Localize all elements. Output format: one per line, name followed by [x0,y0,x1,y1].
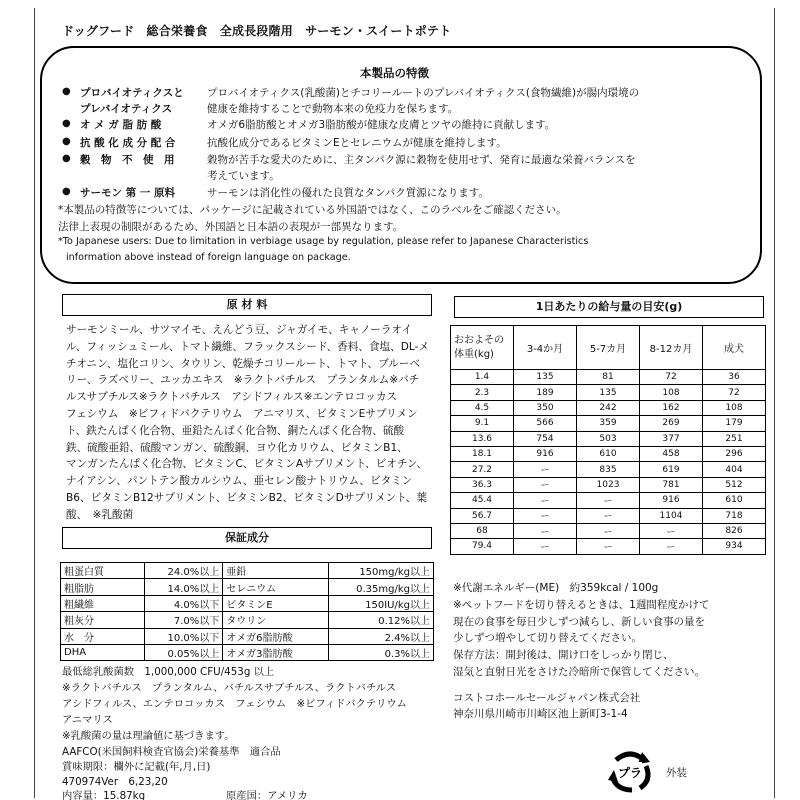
nutrient-value-cell: 7.0%以下 [145,612,223,628]
footer-line: ※ラクトバチルス プランタルム、バチルスサブチルス、ラクトバチルス [62,682,397,694]
feeding-weight-cell: 27.2 [451,462,514,477]
nutrient-value-cell: 0.35mg/kg以上 [328,579,433,595]
ingredients-line: ト、鉄たんぱく化合物、亜鉛たんぱく化合物、銅たんぱく化合物、硫酸 [66,424,405,437]
feeding-row [451,523,766,538]
nutrient-value-cell: 4.0%以下 [145,595,223,611]
nutrient-name-cell: オメガ6脂肪酸 [223,628,328,644]
feeding-amount-cell: 135 [514,370,577,385]
feeding-weight-cell: 1.4 [451,370,514,385]
feature-label: 穀 物 不 使 用 [80,154,175,166]
feeding-amount-cell: 108 [703,400,766,415]
feeding-amount-cell: 189 [514,385,577,400]
feeding-row [451,431,766,446]
feeding-amount-cell: 269 [640,416,703,431]
feeding-row [451,477,766,492]
feeding-amount-cell: 754 [514,431,577,446]
guaranteed-heading: 保証成分 [62,527,432,549]
feature-label: オ メ ガ 脂 肪 酸 [80,119,162,131]
feature-text: 穀物が苦手な愛犬のために、主タンパク源に穀物を使用せず、発育に最適な栄養バランスを [207,154,636,166]
footer-line: 470974Ver 6,23,20 [62,776,168,788]
feeding-row [451,446,766,461]
feeding-amount-cell: 619 [640,462,703,477]
feeding-weight-cell: 2.3 [451,385,514,400]
feeding-amount-cell: 242 [577,400,640,415]
product-title: ドッグフード 総合栄養食 全成長段階用 サーモン・スイートポテト [62,24,452,38]
footer-line: アニマリス [62,714,113,726]
feeding-amount-cell: 350 [514,400,577,415]
right-note: 現在の食事を毎日少しずつ減らし、新しい食事の量を [453,616,705,628]
page-border-left [34,8,35,798]
feeding-row [451,400,766,415]
page-border-right [774,8,775,798]
nutrient-value-cell: 0.12%以上 [328,612,433,628]
ingredients-line: サーモンミール、サツマイモ、えんどう豆、ジャガイモ、キャノーラオイ [66,324,413,336]
nutrient-name-cell: タウリン [223,612,328,628]
feeding-weight-cell: 9.1 [451,416,514,431]
nutrient-value-cell: 10.0%以下 [145,628,223,644]
feeding-row [451,370,766,385]
guaranteed-row [61,563,434,579]
feeding-row [451,385,766,400]
feeding-header-weight-line: 体重(kg) [454,348,494,360]
feeding-amount-cell: ー [514,477,577,492]
feeding-weight-cell: 68 [451,523,514,538]
nutrient-name-cell: DHA [61,644,145,660]
features-note: *本製品の特徴等については、パッケージに記載されている外国語ではなく、このラベルをご確認ください。 [58,204,567,216]
feeding-amount-cell: ー [577,508,640,523]
feeding-header-weight [451,326,514,370]
feeding-amount-cell: 72 [640,370,703,385]
feeding-amount-cell: ー [514,508,577,523]
feeding-row [451,493,766,508]
right-note: 少しずつ増やして切り替えてください。 [453,632,642,644]
feeding-header-cell: 3-4か月 [514,326,577,370]
feeding-amount-cell: ー [577,523,640,538]
footer-line: 賞味期限：欄外に記載(年,月,日) [62,761,211,773]
guaranteed-row [61,628,434,644]
feeding-amount-cell: 512 [703,477,766,492]
feeding-amount-cell: ー [640,539,703,554]
feeding-heading: 1日あたりの給与量の目安(g) [454,296,764,318]
origin-label: 原産国：アメリカ [226,790,308,800]
feature-text: サーモンは消化性の優れた良質なタンパク質源になります。 [207,187,489,199]
feeding-amount-cell: 610 [577,446,640,461]
feature-label: プレバイオティクス [80,103,173,115]
feeding-weight-cell: 36.3 [451,477,514,492]
feeding-header-cell: 8-12カ月 [640,326,703,370]
feeding-amount-cell: 718 [703,508,766,523]
feeding-row [451,508,766,523]
features-note: 法律上表現の制限があるため、外国語と日本語の表現が一部異なります。 [58,221,404,233]
right-note: ※代謝エネルギー(ME) 約359kcal / 100g [453,582,659,594]
footer-line: ※乳酸菌の量は理論値に基づきます。 [62,730,235,742]
ingredients-line: ナイアシン、パントテン酸カルシウム、亜セレン酸ナトリウム、ビタミン [66,475,413,488]
feeding-amount-cell: 162 [640,400,703,415]
ingredients-heading: 原 材 料 [62,294,432,316]
nutrient-value-cell: 14.0%以上 [145,579,223,595]
recycle-label: 外装 [666,767,687,779]
feature-text: プロバイオティクス(乳酸菌)とチコリールートのプレバイオティクス(食物繊維)が腸内環境の [207,87,640,99]
feature-text: 健康を維持することで動物本来の免疫力を保ちます。 [207,103,459,115]
nutrient-name-cell: 水 分 [61,628,145,644]
nutrient-value-cell: 0.3%以上 [328,644,433,660]
footer-line: 最低総乳酸菌数 1,000,000 CFU/453g 以上 [62,666,275,678]
feeding-amount-cell: ー [577,493,640,508]
feeding-weight-cell: 56.7 [451,508,514,523]
feeding-weight-cell: 45.4 [451,493,514,508]
guaranteed-row [61,595,434,611]
guaranteed-table [60,562,434,661]
bullet-icon: ● [62,153,71,164]
feeding-weight-cell: 4.5 [451,400,514,415]
feeding-header-weight-label [454,334,513,362]
feeding-amount-cell: 916 [640,493,703,508]
feeding-row [451,462,766,477]
feeding-amount-cell: 404 [703,462,766,477]
feeding-amount-cell: 296 [703,446,766,461]
ingredients-line: 鉄、硫酸亜鉛、硫酸マンガン、硫酸銅、ヨウ化カリウム、ビタミンB1、 [66,441,408,454]
nutrient-name-cell: ビタミンE [223,595,328,611]
feeding-amount-cell: ー [514,462,577,477]
feeding-amount-cell: 826 [703,523,766,538]
feeding-amount-cell: ー [514,539,577,554]
feeding-header-cell: 成犬 [703,326,766,370]
ingredients-line: フェシウム ※ビフィドバクテリウム アニマリス、ビタミンEサプリメン [66,407,418,420]
nutrient-value-cell: 24.0%以上 [145,563,223,579]
feeding-amount-cell: 458 [640,446,703,461]
feeding-table-body [451,370,766,555]
feeding-amount-cell: 1104 [640,508,703,523]
nutrient-name-cell: セレニウム [223,579,328,595]
ingredients-line: 酸、 ※乳酸菌 [66,508,134,521]
features-note-english: information above instead of foreign language on package. [66,252,351,263]
feeding-row [451,539,766,554]
feeding-amount-cell: 179 [703,416,766,431]
right-note: 湿気と直射日光をさけた冷暗所で保管してください。 [453,666,705,678]
feeding-amount-cell: 108 [640,385,703,400]
feeding-amount-cell: 251 [703,431,766,446]
feature-label: プロバイオティクスと [80,87,184,99]
recycle-mark-text: プラ [617,766,643,780]
nutrient-name-cell: 粗脂肪 [61,579,145,595]
nutrient-value-cell: 0.05%以上 [145,644,223,660]
bullet-icon: ● [62,118,71,129]
guaranteed-row [61,644,434,660]
feature-text: 考えています。 [207,170,280,182]
guaranteed-table-body [61,563,434,661]
feeding-amount-cell: 503 [577,431,640,446]
feeding-amount-cell: ー [640,523,703,538]
feeding-amount-cell: 1023 [577,477,640,492]
feeding-amount-cell: 566 [514,416,577,431]
nutrient-name-cell: 粗灰分 [61,612,145,628]
nutrient-name-cell: 亜鉛 [223,563,328,579]
nutrient-value-cell: 150mg/kg以上 [328,563,433,579]
bullet-icon: ● [62,136,71,147]
right-note: 保存方法：開封後は、開け口をしっかり閉じ、 [453,649,674,661]
nutrient-name-cell: 粗繊維 [61,595,145,611]
feeding-weight-cell: 18.1 [451,446,514,461]
nutrient-value-cell: 2.4%以上 [328,628,433,644]
feeding-amount-cell: 81 [577,370,640,385]
feeding-amount-cell: 916 [514,446,577,461]
bullet-icon: ● [62,186,71,197]
feeding-table [450,325,766,555]
footer-line: アシドフィルス、エンテロコッカス フェシウム ※ビフィドバクテリウム [62,698,407,710]
nutrient-name-cell: オメガ3脂肪酸 [223,644,328,660]
feature-text: オメガ6脂肪酸とオメガ3脂肪酸が健康な皮膚とツヤの維持に貢献します。 [207,119,556,131]
feeding-amount-cell: 359 [577,416,640,431]
content-label: 内容量：15.87kg [62,790,146,800]
feature-text: 抗酸化成分であるビタミンEとセレニウムが健康を維持します。 [207,137,507,149]
feature-label: サーモン 第 一 原料 [80,187,175,199]
feeding-amount-cell: 377 [640,431,703,446]
footer-line: AAFCO(米国飼料検査官協会)栄養基準 適合品 [62,746,281,758]
feeding-weight-cell: 13.6 [451,431,514,446]
feeding-amount-cell: 934 [703,539,766,554]
company-name: コストコホールセールジャパン株式会社 [453,692,641,704]
ingredients-text [66,322,446,524]
feeding-amount-cell: 835 [577,462,640,477]
feeding-amount-cell: 72 [703,385,766,400]
recycle-pla-icon [606,748,654,794]
feeding-header-cell: 5-7カ月 [577,326,640,370]
feature-label: 抗 酸 化 成 分 配 合 [80,137,176,149]
bullet-icon: ● [62,86,71,97]
feeding-weight-cell: 79.4 [451,539,514,554]
feeding-row [451,416,766,431]
ingredients-line: チオニン、塩化コリン、タウリン、乾燥チコリールート、トマト、ブルーベ [66,357,421,370]
ingredients-line: リー、ラズベリー、ユッカエキス ※ラクトバチルス プランタルム※バチ [66,374,420,387]
guaranteed-row [61,612,434,628]
right-note: ※ペットフードを切り替えるときは、1週間程度かけて [453,599,710,611]
features-note-english: *To Japanese users: Due to limitation in verbiage usage by regulation, please refer to Japanese Characteristics [58,236,589,247]
guaranteed-row [61,579,434,595]
ingredients-line: ル、フィッシュミール、トマト繊維、フラックスシード、香料、食塩、DL-メ [66,340,430,353]
company-address: 神奈川県川崎市川崎区池上新町3-1-4 [453,708,628,720]
features-heading: 本製品の特徴 [360,66,429,80]
ingredients-line: B6、ビタミンB12サプリメント、ビタミンB2、ビタミンDサプリメント、葉 [66,491,427,504]
feeding-header-weight-line: おおよその [454,334,504,346]
feeding-amount-cell: 135 [577,385,640,400]
feeding-amount-cell: ー [514,493,577,508]
ingredients-line: ルスサブチルス※ラクトバチルス アシドフィルス※エンテロコッカス [66,391,398,404]
nutrient-value-cell: 150IU/kg以上 [328,595,433,611]
feeding-amount-cell: 610 [703,493,766,508]
feeding-amount-cell: 781 [640,477,703,492]
ingredients-line: マンガンたんぱく化合物、ビタミンC、ビタミンAサプリメント、ビオチン、 [66,458,428,471]
nutrient-name-cell: 粗蛋白質 [61,563,145,579]
feeding-amount-cell: ー [577,539,640,554]
feeding-amount-cell: 36 [703,370,766,385]
feeding-amount-cell: ー [514,523,577,538]
